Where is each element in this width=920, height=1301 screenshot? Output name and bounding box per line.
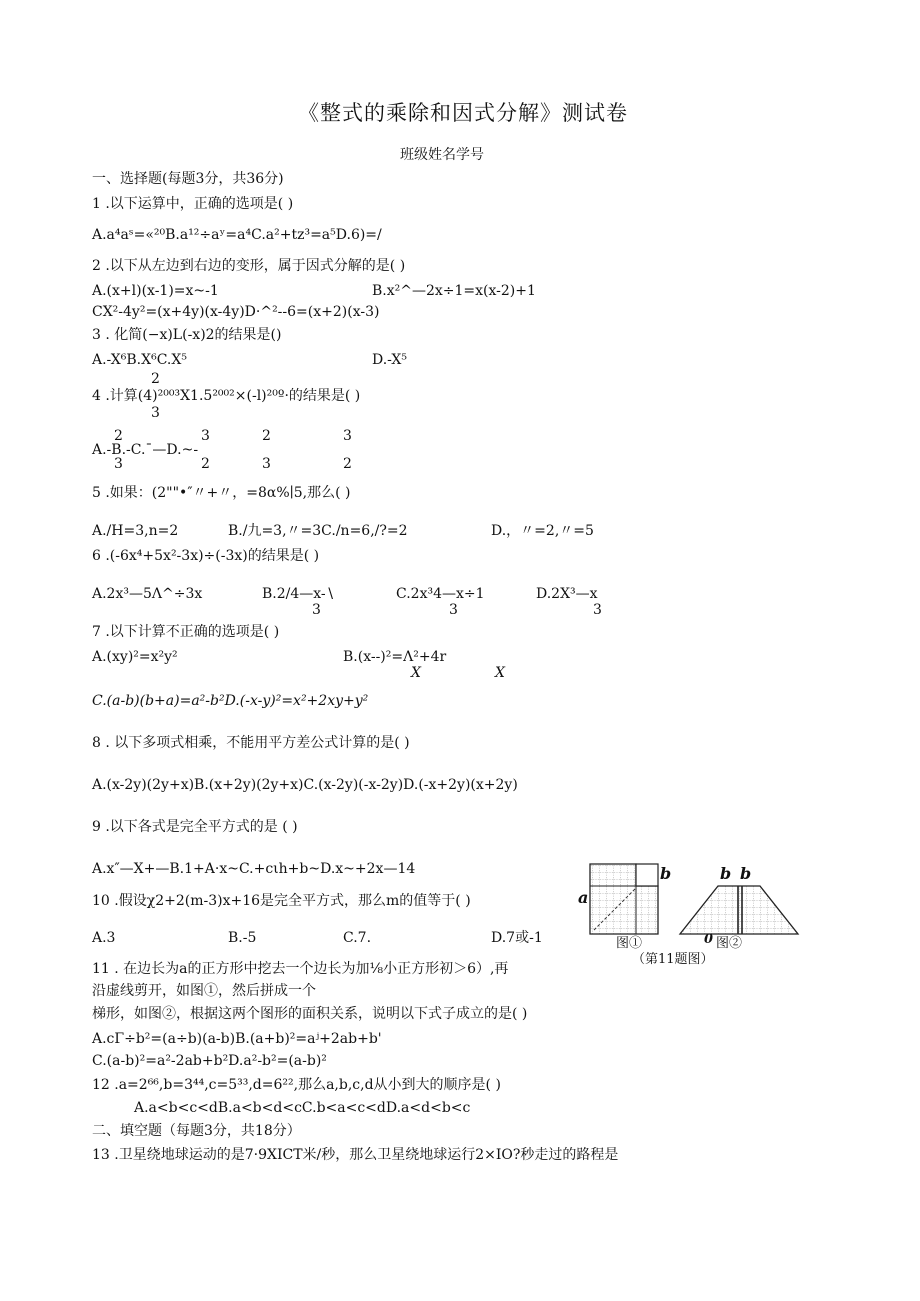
q5-options-bc: B./九=3,〃=3C./n=6,/?=2: [228, 523, 408, 539]
q13-stem: 13 .卫星绕地球运动的是7·9XICT米/秒，那么卫星绕地球运行2×IO?秒走过的路程是: [92, 1147, 619, 1163]
q3-stem: 3 . 化简(−x)L(-x)2的结果是(): [92, 327, 282, 343]
label-a: a: [578, 888, 589, 907]
q4-answer-numerator: 3: [201, 428, 210, 444]
q4-answer-numerator: 2: [114, 428, 123, 444]
page-title: 《整式的乘除和因式分解》测试卷: [298, 101, 628, 125]
q4-answer-numerator: 2: [262, 428, 271, 444]
q2-option-b: B.x²^—2x÷1=x(x-2)+1: [372, 283, 536, 299]
q3-options-abc: A.-X⁶B.X⁶C.X⁵: [92, 352, 187, 368]
q1-stem: 1 .以下运算中，正确的选项是( ): [92, 196, 294, 212]
q6-denominator: 3: [593, 602, 602, 618]
q11-options-ab: A.cΓ÷b²=(a÷b)(a-b)B.(a+b)²=aʲ+2ab+b': [92, 1031, 382, 1047]
q2-option-a: A.(x+l)(x-1)=x~-1: [92, 283, 219, 299]
q4-answer-denominator: 2: [201, 456, 210, 472]
section-heading-2: 二、填空题（每题3分，共18分）: [92, 1123, 301, 1139]
q7-options-cd: C.(a-b)(b+a)=a²-b²D.(-x-y)²=x²+2xy+y²: [92, 693, 369, 709]
section-heading-1: 一、选择题(每题3分，共36分): [92, 171, 284, 187]
q5-stem: 5 .如果：(2""•″〃+〃，=8α%∣5,那么( ): [92, 485, 351, 501]
q6-denominator: 3: [312, 602, 321, 618]
q11-stem-line2: 沿虚线剪开，如图①，然后拼成一个: [92, 983, 316, 999]
q4-answer-denominator: 3: [262, 456, 271, 472]
subtitle: 班级姓名学号: [400, 147, 484, 163]
q6-option-a: A.2x³—5Λ^÷3x: [92, 586, 203, 602]
label-b: b: [740, 864, 752, 883]
q4-answer-denominator: 2: [343, 456, 352, 472]
q12-options: A.a<b<c<dB.a<b<d<cC.b<a<c<dD.a<d<b<c: [134, 1100, 471, 1116]
q1-options: A.a⁴aˢ=«²⁰B.a¹²÷aʸ=a⁴C.a²+tz³=a⁵D.6)=/: [92, 227, 382, 243]
q11-stem-line3: 梯形，如图②，根据这两个图形的面积关系，说明以下式子成立的是( ): [92, 1006, 528, 1022]
q4-fraction-bottom: 3: [151, 405, 160, 421]
q3-option-d: D.-X⁵: [372, 352, 407, 368]
q7-option-a: A.(xy)²=x²y²: [92, 649, 178, 665]
q11-figure: [578, 858, 810, 967]
q4-answer-numerator: 3: [343, 428, 352, 444]
q6-option-b: B.2/4—x-∖: [262, 586, 335, 602]
figure-caption: （第11题图）: [632, 952, 714, 967]
label-b: b: [720, 864, 732, 883]
q10-stem: 10 .假设χ2+2(m-3)x+16是完全平方式，那么m的值等于( ): [92, 893, 471, 909]
q4-stem: 4 .计算(4)²⁰⁰³X1.5²⁰⁰²×(-l)²⁰º·的结果是( ): [92, 388, 361, 404]
q6-denominator: 3: [449, 602, 458, 618]
q10-option-d: D.7或-1: [491, 930, 543, 946]
q11-stem-line1: 11 . 在边长为a的正方形中挖去一个边长为加⅛小正方形初＞6）,再: [92, 961, 509, 977]
q2-options-cd: CX²-4y²=(x+4y)(x-4y)D·^²--6=(x+2)(x-3): [92, 304, 380, 320]
q8-stem: 8 . 以下多项式相乘，不能用平方差公式计算的是( ): [92, 735, 410, 751]
q2-stem: 2 .以下从左边到右边的变形，属于因式分解的是( ): [92, 258, 406, 274]
figure-caption-2: 图②: [716, 936, 743, 951]
q4-fraction-top: 2: [151, 371, 160, 387]
q7-option-b-denominator: X: [411, 665, 421, 681]
label-b: b: [660, 864, 672, 883]
q4-answer-denominator: 3: [114, 456, 123, 472]
q10-option-c: C.7.: [343, 930, 372, 946]
q6-option-d: D.2X³—x: [536, 586, 598, 602]
q9-stem: 9 .以下各式是完全平方式的是 ( ): [92, 819, 298, 835]
q5-option-a: A./H=3,n=2: [92, 523, 179, 539]
q10-option-b: B.-5: [228, 930, 257, 946]
trapezoid-figure: [680, 886, 798, 934]
q10-option-a: A.3: [92, 930, 116, 946]
q7-option-b: B.(x--)²=Λ²+4r: [343, 649, 447, 665]
q7-option-b-denominator: X: [495, 665, 505, 681]
figure-caption-2-number: 0: [704, 932, 714, 947]
q12-stem: 12 .a=2⁶⁶,b=3⁴⁴,c=5³³,d=6²²,那么a,b,c,d从小到大的顺序是( ): [92, 1077, 501, 1093]
q4-options: A.-B.-C.¯—D.~-: [92, 442, 199, 458]
figure-caption-1: 图①: [616, 936, 643, 951]
q7-stem: 7 .以下计算不正确的选项是( ): [92, 624, 280, 640]
q6-option-c: C.2x³4—x÷1: [396, 586, 485, 602]
q11-options-cd: C.(a-b)²=a²-2ab+b²D.a²-b²=(a-b)²: [92, 1053, 327, 1069]
q5-option-d: D.，〃=2,〃=5: [491, 523, 594, 539]
q9-options: A.x″—X+—B.1+A·x~C.+cιh+b~D.x~+2x—14: [92, 861, 416, 877]
q6-stem: 6 .(-6x⁴+5x²-3x)÷(-3x)的结果是( ): [92, 548, 320, 564]
q8-options: A.(x-2y)(2y+x)B.(x+2y)(2y+x)C.(x-2y)(-x-2y)D.(-x+2y)(x+2y): [92, 777, 518, 793]
square-figure: [590, 864, 658, 934]
